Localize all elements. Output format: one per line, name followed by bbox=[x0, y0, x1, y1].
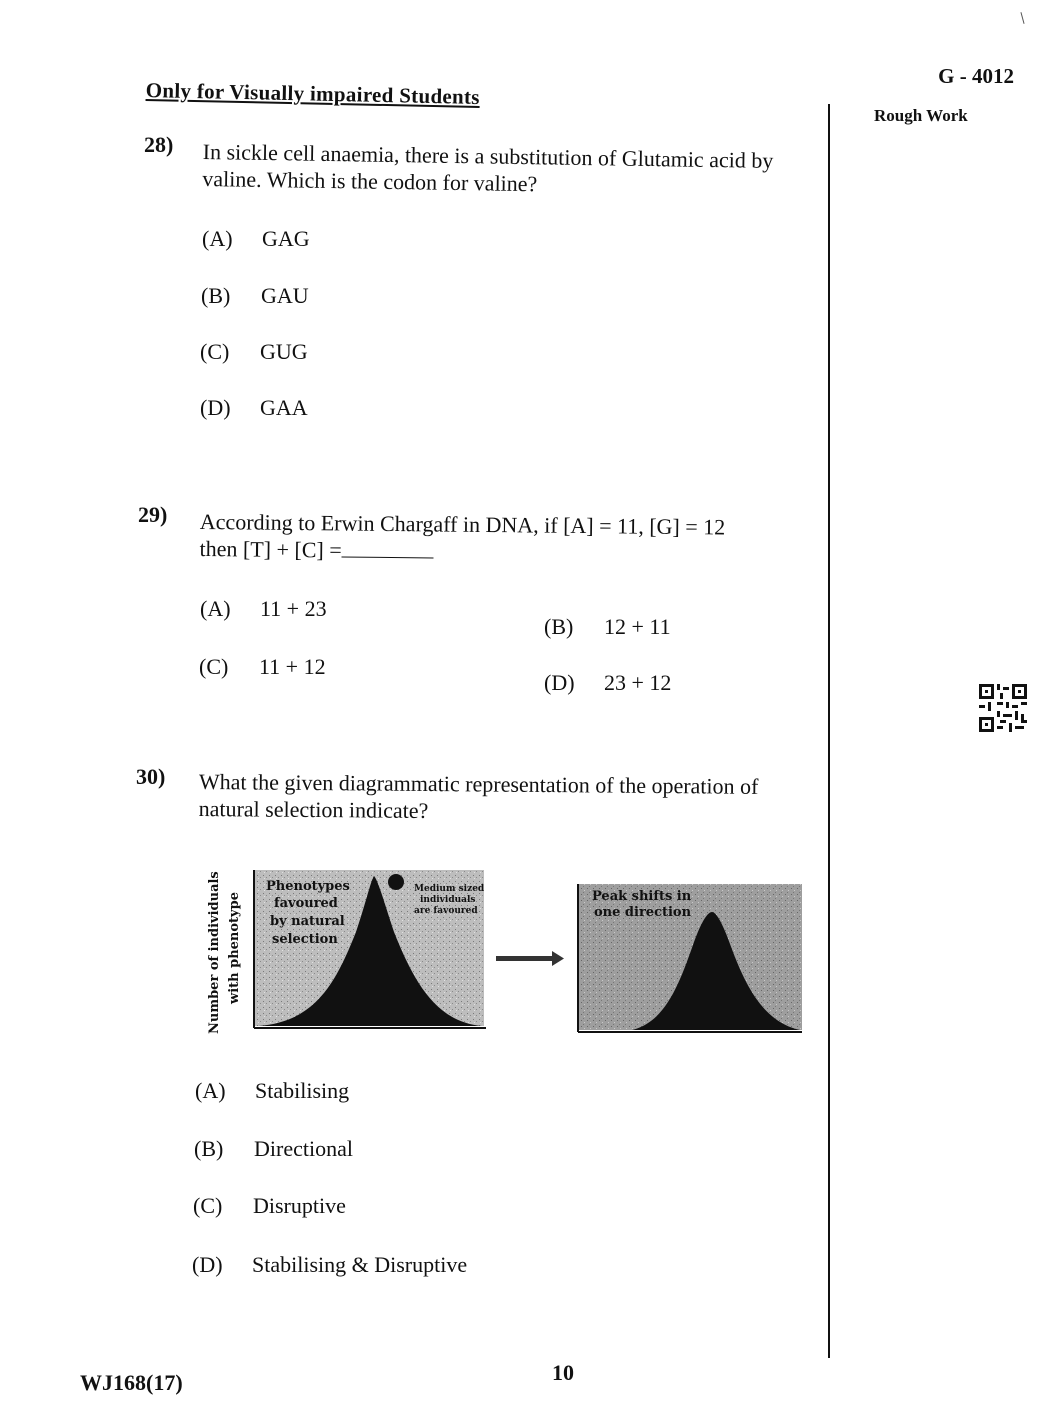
right-panel-label: one direction bbox=[594, 905, 692, 920]
paper-code: G - 4012 bbox=[938, 64, 1014, 88]
option-text: 12 + 11 bbox=[604, 614, 671, 639]
section-title: Only for Visually impaired Students bbox=[145, 78, 481, 109]
option[interactable] bbox=[200, 596, 327, 622]
question-number: 30) bbox=[136, 764, 166, 789]
option-label: (A) bbox=[202, 226, 233, 251]
option-label: (B) bbox=[544, 614, 574, 639]
left-panel-label: by natural bbox=[270, 914, 345, 929]
natural-selection-diagram bbox=[196, 862, 808, 1052]
option-label: (B) bbox=[194, 1136, 224, 1161]
left-panel-label: favoured bbox=[274, 896, 338, 911]
booklet-code: WJ168(17) bbox=[80, 1370, 183, 1395]
option[interactable] bbox=[199, 654, 326, 680]
option[interactable] bbox=[200, 339, 308, 365]
option[interactable] bbox=[544, 614, 671, 640]
answer-blank bbox=[342, 536, 434, 558]
option-label: (D) bbox=[200, 395, 231, 420]
option-text: GUG bbox=[260, 339, 308, 364]
option[interactable] bbox=[201, 283, 309, 309]
question-text-line bbox=[199, 535, 819, 568]
option-label: (C) bbox=[193, 1193, 223, 1218]
question-text-line: According to Erwin Chargaff in DNA, if [A] = 11, [G] = 12 bbox=[199, 508, 726, 540]
selection-marker bbox=[388, 874, 404, 890]
option-text: Stabilising & Disruptive bbox=[252, 1252, 468, 1277]
qr-code bbox=[979, 684, 1027, 732]
option-label: (D) bbox=[192, 1252, 223, 1277]
option[interactable] bbox=[193, 1193, 346, 1219]
option-text: GAU bbox=[261, 283, 309, 308]
scan-mark bbox=[1020, 12, 1024, 24]
question-text: What the given diagrammatic representation of the operation of natural selection indicate? bbox=[198, 768, 759, 824]
option-label: (B) bbox=[201, 283, 231, 308]
question-number: 29) bbox=[138, 502, 168, 527]
option-text: 23 + 12 bbox=[604, 670, 672, 695]
question-text bbox=[199, 508, 820, 568]
option-text: Directional bbox=[254, 1136, 353, 1161]
option[interactable] bbox=[544, 670, 671, 696]
option-text: 11 + 12 bbox=[259, 654, 326, 679]
option-label: (C) bbox=[199, 654, 229, 679]
option-text: Stabilising bbox=[255, 1078, 350, 1103]
question-number: 28) bbox=[144, 132, 174, 157]
left-panel-label: selection bbox=[272, 932, 338, 947]
option-text: GAG bbox=[262, 226, 310, 251]
option-label: (D) bbox=[544, 670, 575, 695]
y-axis-label: with phenotype bbox=[227, 892, 242, 1004]
option-text: GAA bbox=[260, 395, 308, 420]
option[interactable] bbox=[192, 1252, 467, 1278]
option[interactable] bbox=[194, 1136, 353, 1162]
margin-divider bbox=[828, 104, 830, 1358]
page-number: 10 bbox=[552, 1360, 574, 1385]
left-panel-note: Medium sized bbox=[414, 884, 485, 894]
option-text: 11 + 23 bbox=[260, 596, 327, 621]
option-text: Disruptive bbox=[253, 1193, 346, 1218]
arrow-icon bbox=[496, 951, 564, 966]
question-text-line-part: then [T] + [C] = bbox=[199, 535, 342, 563]
y-axis-label: Number of individuals bbox=[207, 871, 222, 1034]
rough-work-label: Rough Work bbox=[874, 106, 968, 125]
left-panel-note: are favoured bbox=[414, 906, 478, 916]
question-text: In sickle cell anaemia, there is a substitution of Glutamic acid by valine. Which is the codon for valine? bbox=[202, 138, 774, 197]
option[interactable] bbox=[195, 1078, 349, 1104]
left-panel-note: individuals bbox=[420, 895, 476, 905]
left-panel-label: Phenotypes bbox=[266, 879, 350, 894]
option-label: (A) bbox=[200, 596, 231, 621]
right-panel-label: Peak shifts in bbox=[592, 889, 692, 904]
option[interactable] bbox=[200, 395, 308, 421]
option-label: (A) bbox=[195, 1078, 226, 1103]
option-label: (C) bbox=[200, 339, 230, 364]
option[interactable] bbox=[202, 226, 310, 252]
